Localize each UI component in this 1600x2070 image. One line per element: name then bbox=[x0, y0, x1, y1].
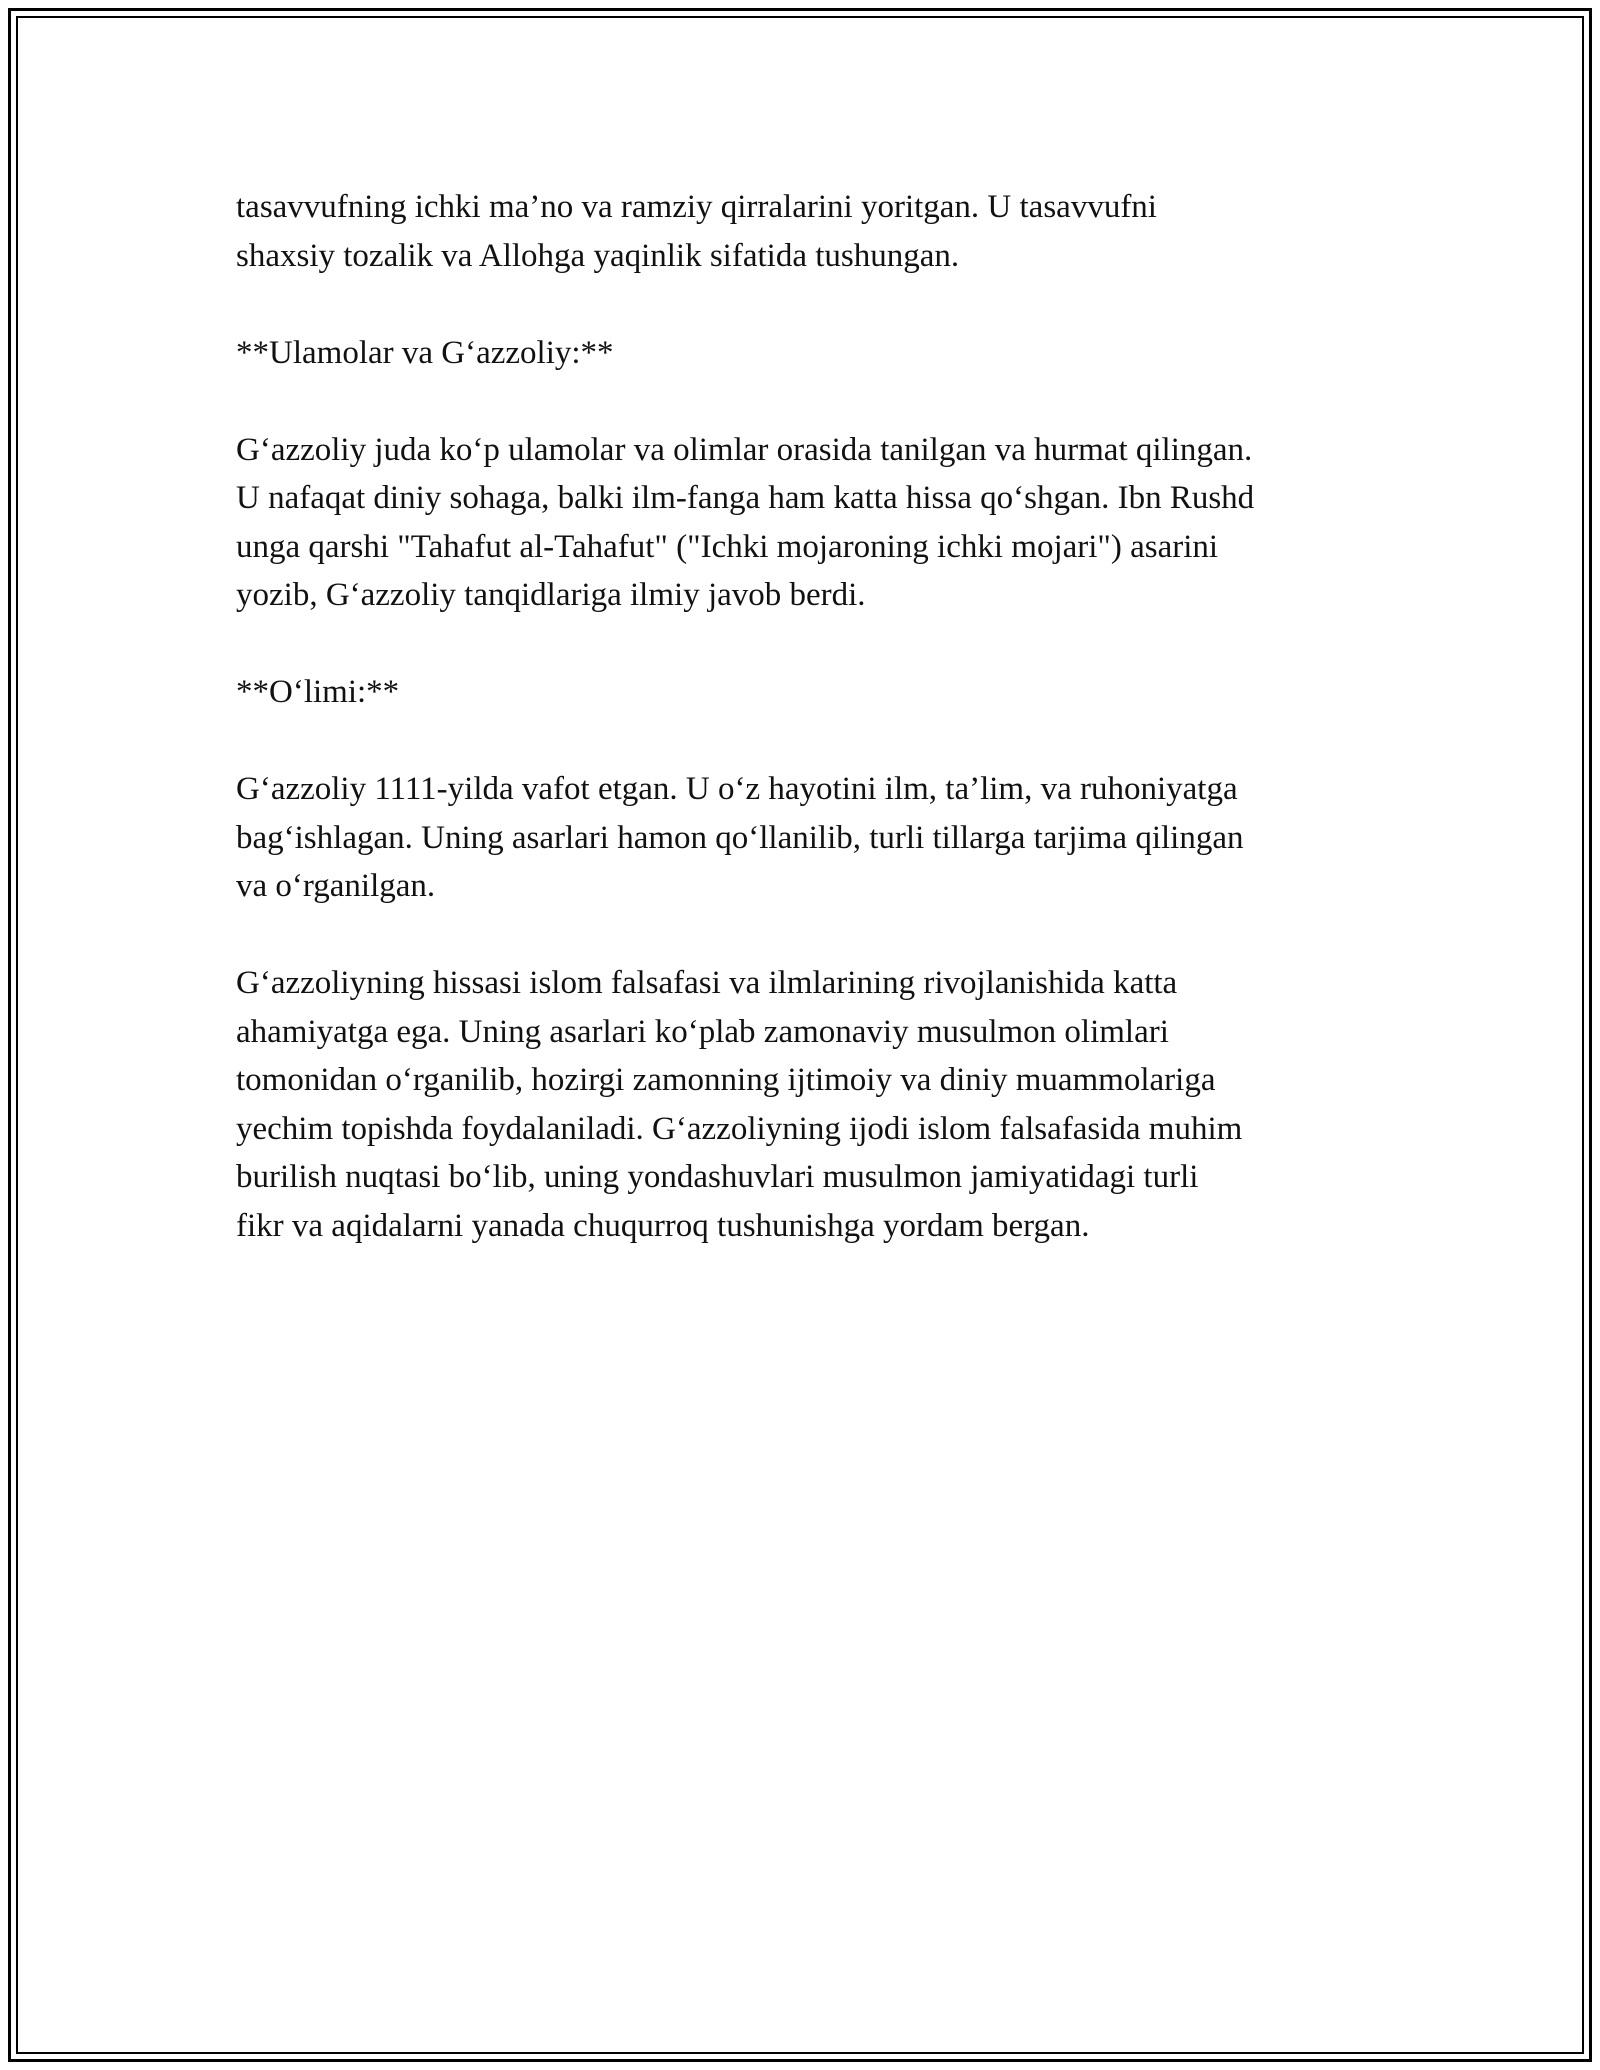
paragraph-olimi: G‘azzoliy 1111-yilda vafot etgan. U o‘z hayotini ilm, ta’lim, va ruhoniyatga bag‘ishlagan. Uning asarlari hamon qo‘llanilib, turli tillarga tarjima qilingan va o‘rganilgan. bbox=[236, 771, 1244, 904]
heading-ulamolar: **Ulamolar va G‘azzoliy:** bbox=[236, 334, 614, 371]
document-body bbox=[236, 183, 1406, 1299]
paragraph-hissasi: G‘azzoliyning hissasi islom falsafasi va ilmlarining rivojlanishida katta ahamiyatga ega. Uning asarlari ko‘plab zamonaviy musulmon olimlari tomonidan o‘rganilib, hozirgi zamonning ijtimoiy va diniy muammolariga yechim topishda foydalaniladi. G‘azzoliyning ijodi islom falsafasida muhim burilish nuqtasi bo‘lib, uning yondashuvlari musulmon jamiyatidagi turli fikr va aqidalarni yanada chuqurroq tushunishga yordam bergan. bbox=[236, 965, 1243, 1244]
heading-olimi: **O‘limi:** bbox=[236, 674, 400, 710]
paragraph-tasavvuf: tasavvufning ichki ma’no va ramziy qirralarini yoritgan. U tasavvufni shaxsiy tozalik va Allohga yaqinlik sifatida tushungan. bbox=[236, 189, 1157, 274]
paragraph-ulamolar: G‘azzoliy juda ko‘p ulamolar va olimlar orasida tanilgan va hurmat qilingan. U nafaqat diniy sohaga, balki ilm-fanga ham katta hissa qo‘shgan. Ibn Rushd unga qarshi "Tahafut al-Tahafut" ("Ichki mojaroning ichki mojari") asarini yozib, G‘azzoliy tanqidlariga ilmiy javob berdi. bbox=[236, 431, 1255, 613]
